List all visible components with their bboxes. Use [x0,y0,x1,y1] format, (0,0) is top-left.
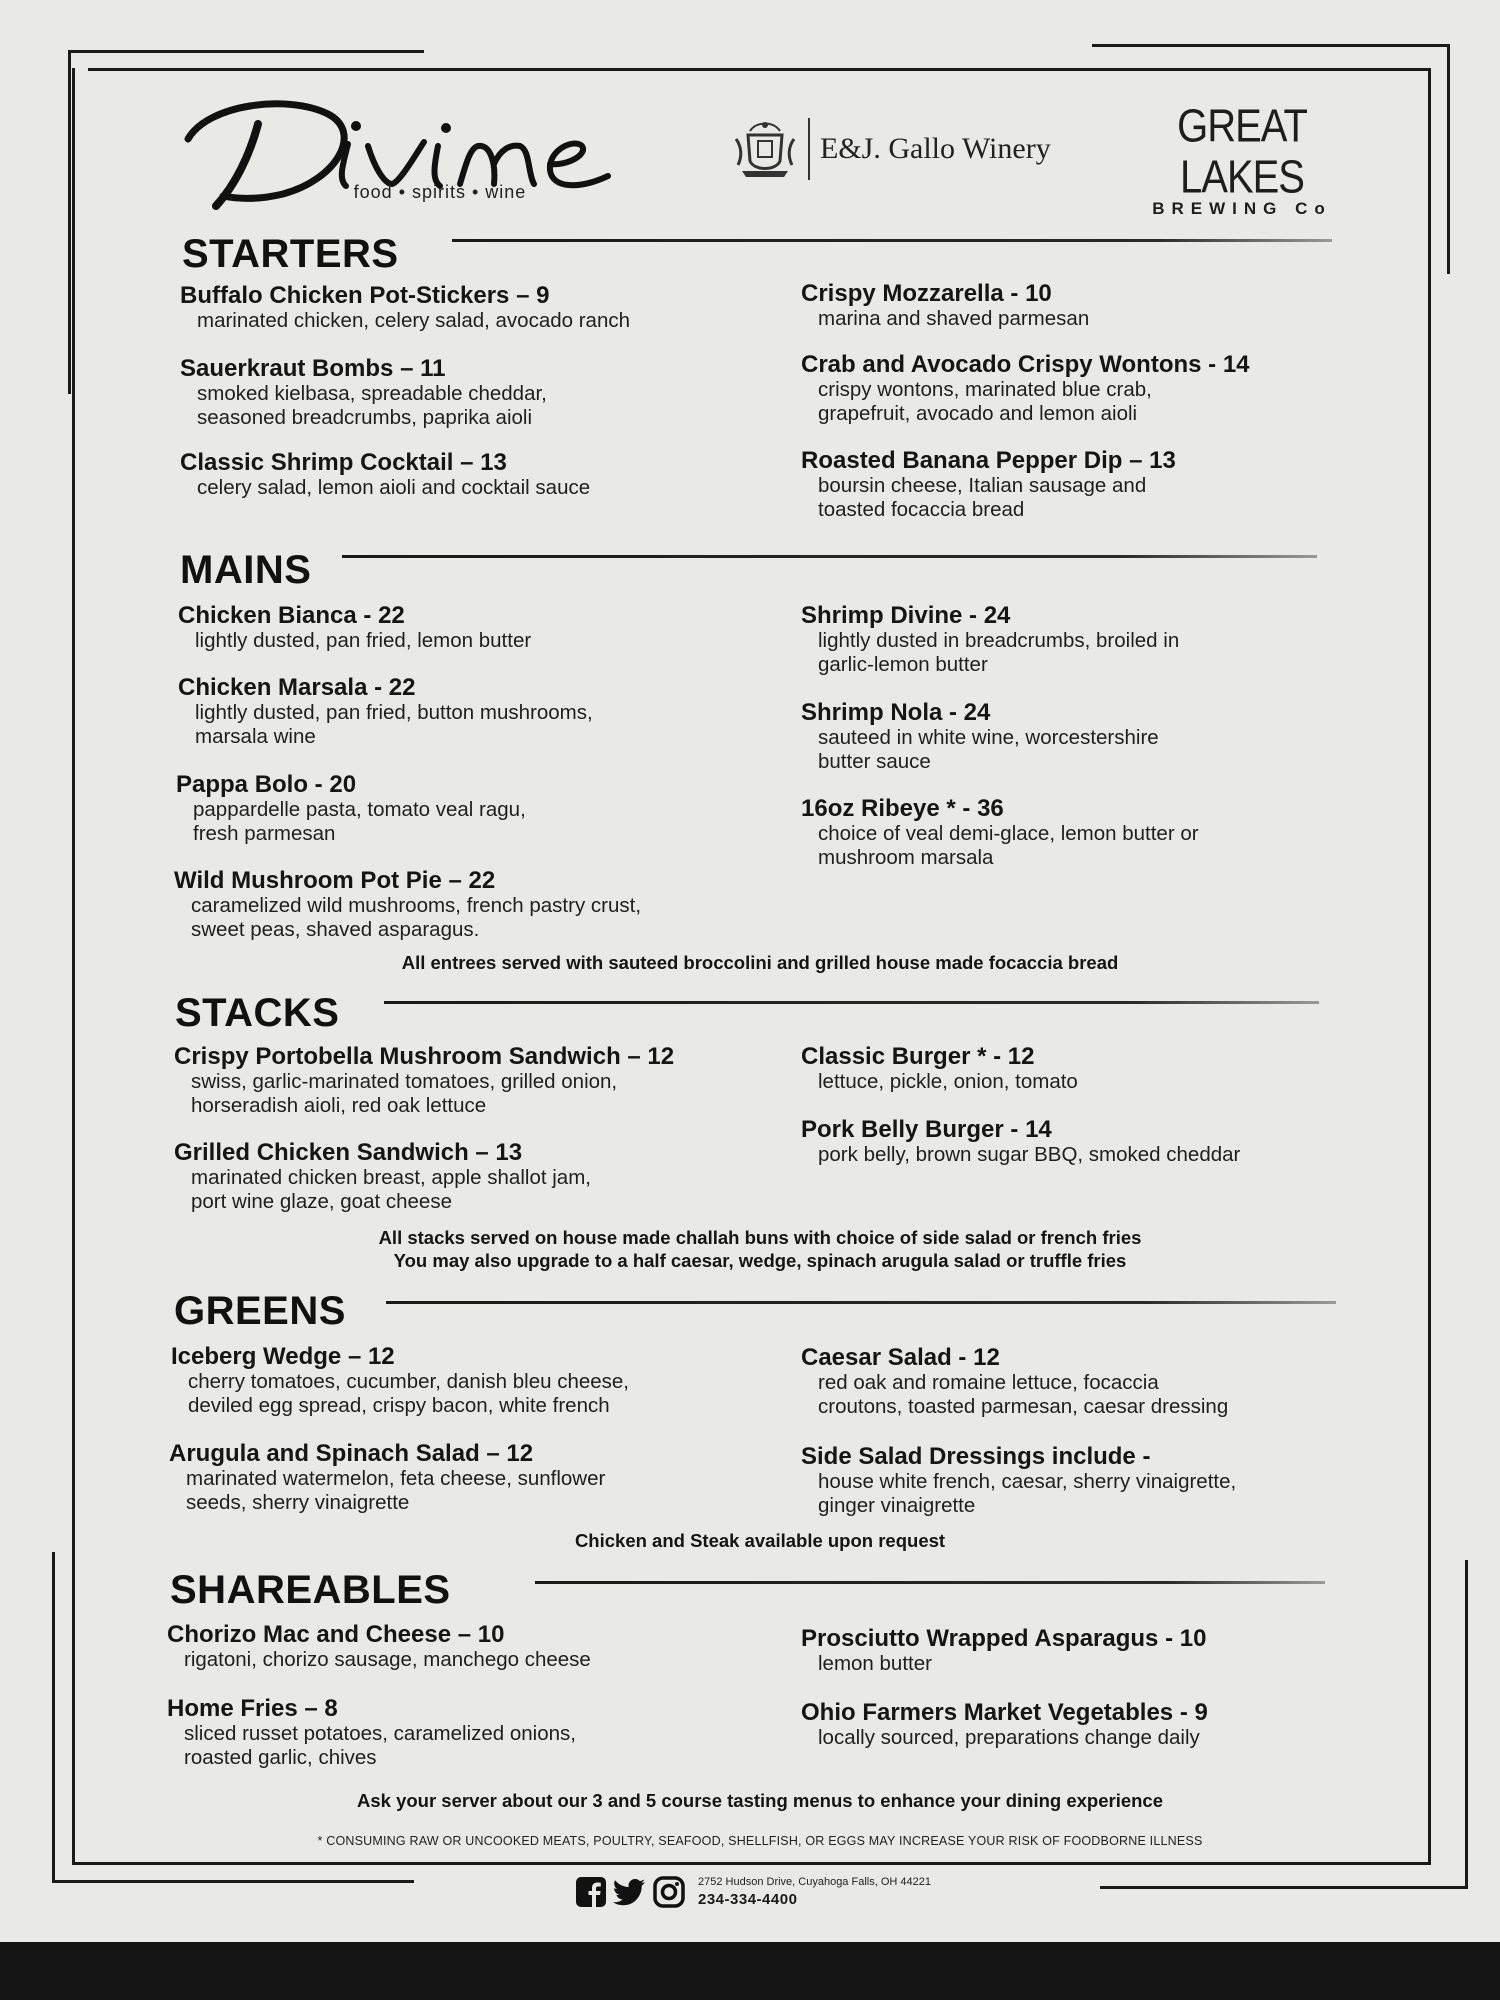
phone-number[interactable]: 234-334-4400 [698,1891,798,1908]
item-desc: choice of veal demi-glace, lemon butter or mushroom marsala [818,822,1199,869]
menu-item [178,675,738,749]
greens-note: Chicken and Steak available upon request [574,1530,946,1551]
brand-tagline: food • spirits • wine [353,182,527,202]
menu-item [167,1622,727,1672]
menu-item [801,281,1361,331]
gallo-separator [808,118,810,180]
mains-note: All entrees served with sauteed broccolini and grilled house made focaccia bread [401,952,1119,973]
item-name: Sauerkraut Bombs – 11 [180,355,446,382]
item-desc: pork belly, brown sugar BBQ, smoked cheddar [818,1143,1241,1166]
item-name: Ohio Farmers Market Vegetables - 9 [801,1699,1208,1726]
item-desc: red oak and romaine lettuce, focaccia croutons, toasted parmesan, caesar dressing [818,1371,1229,1418]
item-name: Side Salad Dressings include - [801,1443,1151,1470]
menu-item [801,603,1361,677]
section-rule-greens [386,1301,1336,1304]
item-desc: marinated chicken, celery salad, avocado ranch [197,309,631,332]
item-name: Classic Burger * - 12 [801,1043,1035,1070]
menu-item [801,448,1361,522]
item-desc: house white french, caesar, sherry vinaigrette, ginger vinaigrette [818,1470,1237,1517]
item-desc: lightly dusted, pan fried, button mushrooms, marsala wine [195,701,593,748]
item-desc: marinated watermelon, feta cheese, sunflower seeds, sherry vinaigrette [186,1467,606,1514]
frame-outer-bottom-left [52,1880,414,1883]
frame-outer-left [68,50,71,394]
menu-item [178,603,738,653]
frame-outer-bottom-right [1100,1886,1468,1889]
food-safety-disclaimer: * CONSUMING RAW OR UNCOOKED MEATS, POULTRY, SEAFOOD, SHELLFISH, OR EGGS MAY INCREASE YOUR RISK OF FOODBORNE ILLNESS [317,1834,1203,1848]
facebook-icon[interactable] [575,1876,607,1908]
item-name: 16oz Ribeye * - 36 [801,795,1004,822]
section-rule-shareables [535,1581,1325,1584]
item-name: Chicken Marsala - 22 [178,674,416,701]
great-lakes-sub: BREWING Co [1152,199,1332,218]
item-desc: sauteed in white wine, worcestershire butter sauce [818,726,1159,773]
instagram-icon[interactable] [653,1876,685,1908]
shareables-note: Ask your server about our 3 and 5 course tasting menus to enhance your dining experience [357,1790,1163,1811]
item-desc: cherry tomatoes, cucumber, danish bleu cheese, deviled egg spread, crispy bacon, white french [188,1370,629,1417]
item-desc: pappardelle pasta, tomato veal ragu, fresh parmesan [193,798,526,845]
menu-item [801,1626,1361,1676]
menu-item [171,1344,731,1418]
item-name: Roasted Banana Pepper Dip – 13 [801,447,1176,474]
gallo-name: E&J. Gallo Winery [820,132,1051,165]
item-desc: swiss, garlic-marinated tomatoes, grilled onion, horseradish aioli, red oak lettuce [191,1070,618,1117]
section-title-shareables: SHAREABLES [170,1568,451,1612]
menu-item [180,450,740,500]
section-title-greens: GREENS [174,1289,346,1333]
menu-item [801,796,1361,870]
social-links [575,1876,685,1908]
item-name: Shrimp Nola - 24 [801,699,991,726]
item-name: Pappa Bolo - 20 [176,771,357,798]
item-desc: rigatoni, chorizo sausage, manchego cheese [184,1648,591,1671]
frame-outer-right-top [1447,44,1450,274]
item-name: Shrimp Divine - 24 [801,602,1011,629]
item-desc: lettuce, pickle, onion, tomato [818,1070,1078,1093]
item-desc: marina and shaved parmesan [818,307,1090,330]
item-desc: sliced russet potatoes, caramelized onions, roasted garlic, chives [184,1722,576,1769]
gallo-logo [730,116,1051,182]
item-name: Iceberg Wedge – 12 [171,1343,395,1370]
menu-item [180,283,740,333]
menu-item [801,1700,1361,1750]
item-name: Chorizo Mac and Cheese – 10 [167,1621,505,1648]
item-name: Pork Belly Burger - 14 [801,1116,1052,1143]
item-desc: smoked kielbasa, spreadable cheddar, seasoned breadcrumbs, paprika aioli [197,382,547,429]
menu-item [174,868,734,942]
frame-outer-top-right [1092,44,1450,47]
item-name: Wild Mushroom Pot Pie – 22 [174,867,496,894]
item-desc: lightly dusted in breadcrumbs, broiled in garlic-lemon butter [818,629,1180,676]
item-name: Classic Shrimp Cocktail – 13 [180,449,507,476]
menu-item [801,1117,1361,1167]
address: 2752 Hudson Drive, Cuyahoga Falls, OH 44221 [698,1876,931,1888]
menu-item [801,700,1361,774]
menu-item [167,1696,727,1770]
great-lakes-logo [1142,101,1342,218]
item-desc: lightly dusted, pan fried, lemon butter [195,629,532,652]
menu-item [174,1140,734,1214]
frame-outer-top-left [68,50,424,53]
item-desc: lemon butter [818,1652,932,1675]
menu-item [801,1345,1361,1419]
item-name: Grilled Chicken Sandwich – 13 [174,1139,523,1166]
item-name: Chicken Bianca - 22 [178,602,405,629]
frame-inner-bottom [72,1862,1431,1865]
section-rule-mains [342,555,1317,558]
menu-item [174,1044,734,1118]
item-name: Crispy Portobella Mushroom Sandwich – 12 [174,1043,675,1070]
item-name: Crispy Mozzarella - 10 [801,280,1052,307]
menu-item [169,1441,729,1515]
item-desc: caramelized wild mushrooms, french pastry crust, sweet peas, shaved asparagus. [191,894,642,941]
great-lakes-name: GREAT LAKES [1177,101,1307,203]
item-name: Buffalo Chicken Pot-Stickers – 9 [180,282,550,309]
crest-icon [730,117,800,181]
frame-outer-left-bottom [52,1552,55,1882]
stacks-note: All stacks served on house made challah buns with choice of side salad or french fries You may also upgrade to a half caesar, wedge, spinach arugula salad or truffle fries [378,1227,1142,1271]
frame-outer-right-bottom [1465,1560,1468,1888]
item-name: Prosciutto Wrapped Asparagus - 10 [801,1625,1207,1652]
item-name: Caesar Salad - 12 [801,1344,1000,1371]
item-desc: crispy wontons, marinated blue crab, grapefruit, avocado and lemon aioli [818,378,1152,425]
item-desc: boursin cheese, Italian sausage and toasted focaccia bread [818,474,1147,521]
section-title-stacks: STACKS [175,991,340,1035]
menu-item [801,1044,1361,1094]
item-name: Arugula and Spinach Salad – 12 [169,1440,534,1467]
section-rule-stacks [384,1001,1319,1004]
frame-inner-left [72,68,75,1864]
item-desc: marinated chicken breast, apple shallot jam, port wine glaze, goat cheese [191,1166,591,1213]
menu-item [180,356,740,430]
menu-item [801,352,1361,426]
item-name: Crab and Avocado Crispy Wontons - 14 [801,351,1250,378]
frame-inner-top [88,68,1428,71]
item-desc: locally sourced, preparations change daily [818,1726,1200,1749]
frame-inner-right [1428,68,1431,1864]
item-desc: celery salad, lemon aioli and cocktail sauce [197,476,591,499]
menu-item [176,772,736,846]
twitter-icon[interactable] [613,1876,647,1908]
section-title-starters: STARTERS [182,232,399,276]
item-name: Home Fries – 8 [167,1695,338,1722]
section-title-mains: MAINS [180,548,312,592]
menu-item [801,1444,1361,1518]
section-rule-starters [452,239,1332,242]
